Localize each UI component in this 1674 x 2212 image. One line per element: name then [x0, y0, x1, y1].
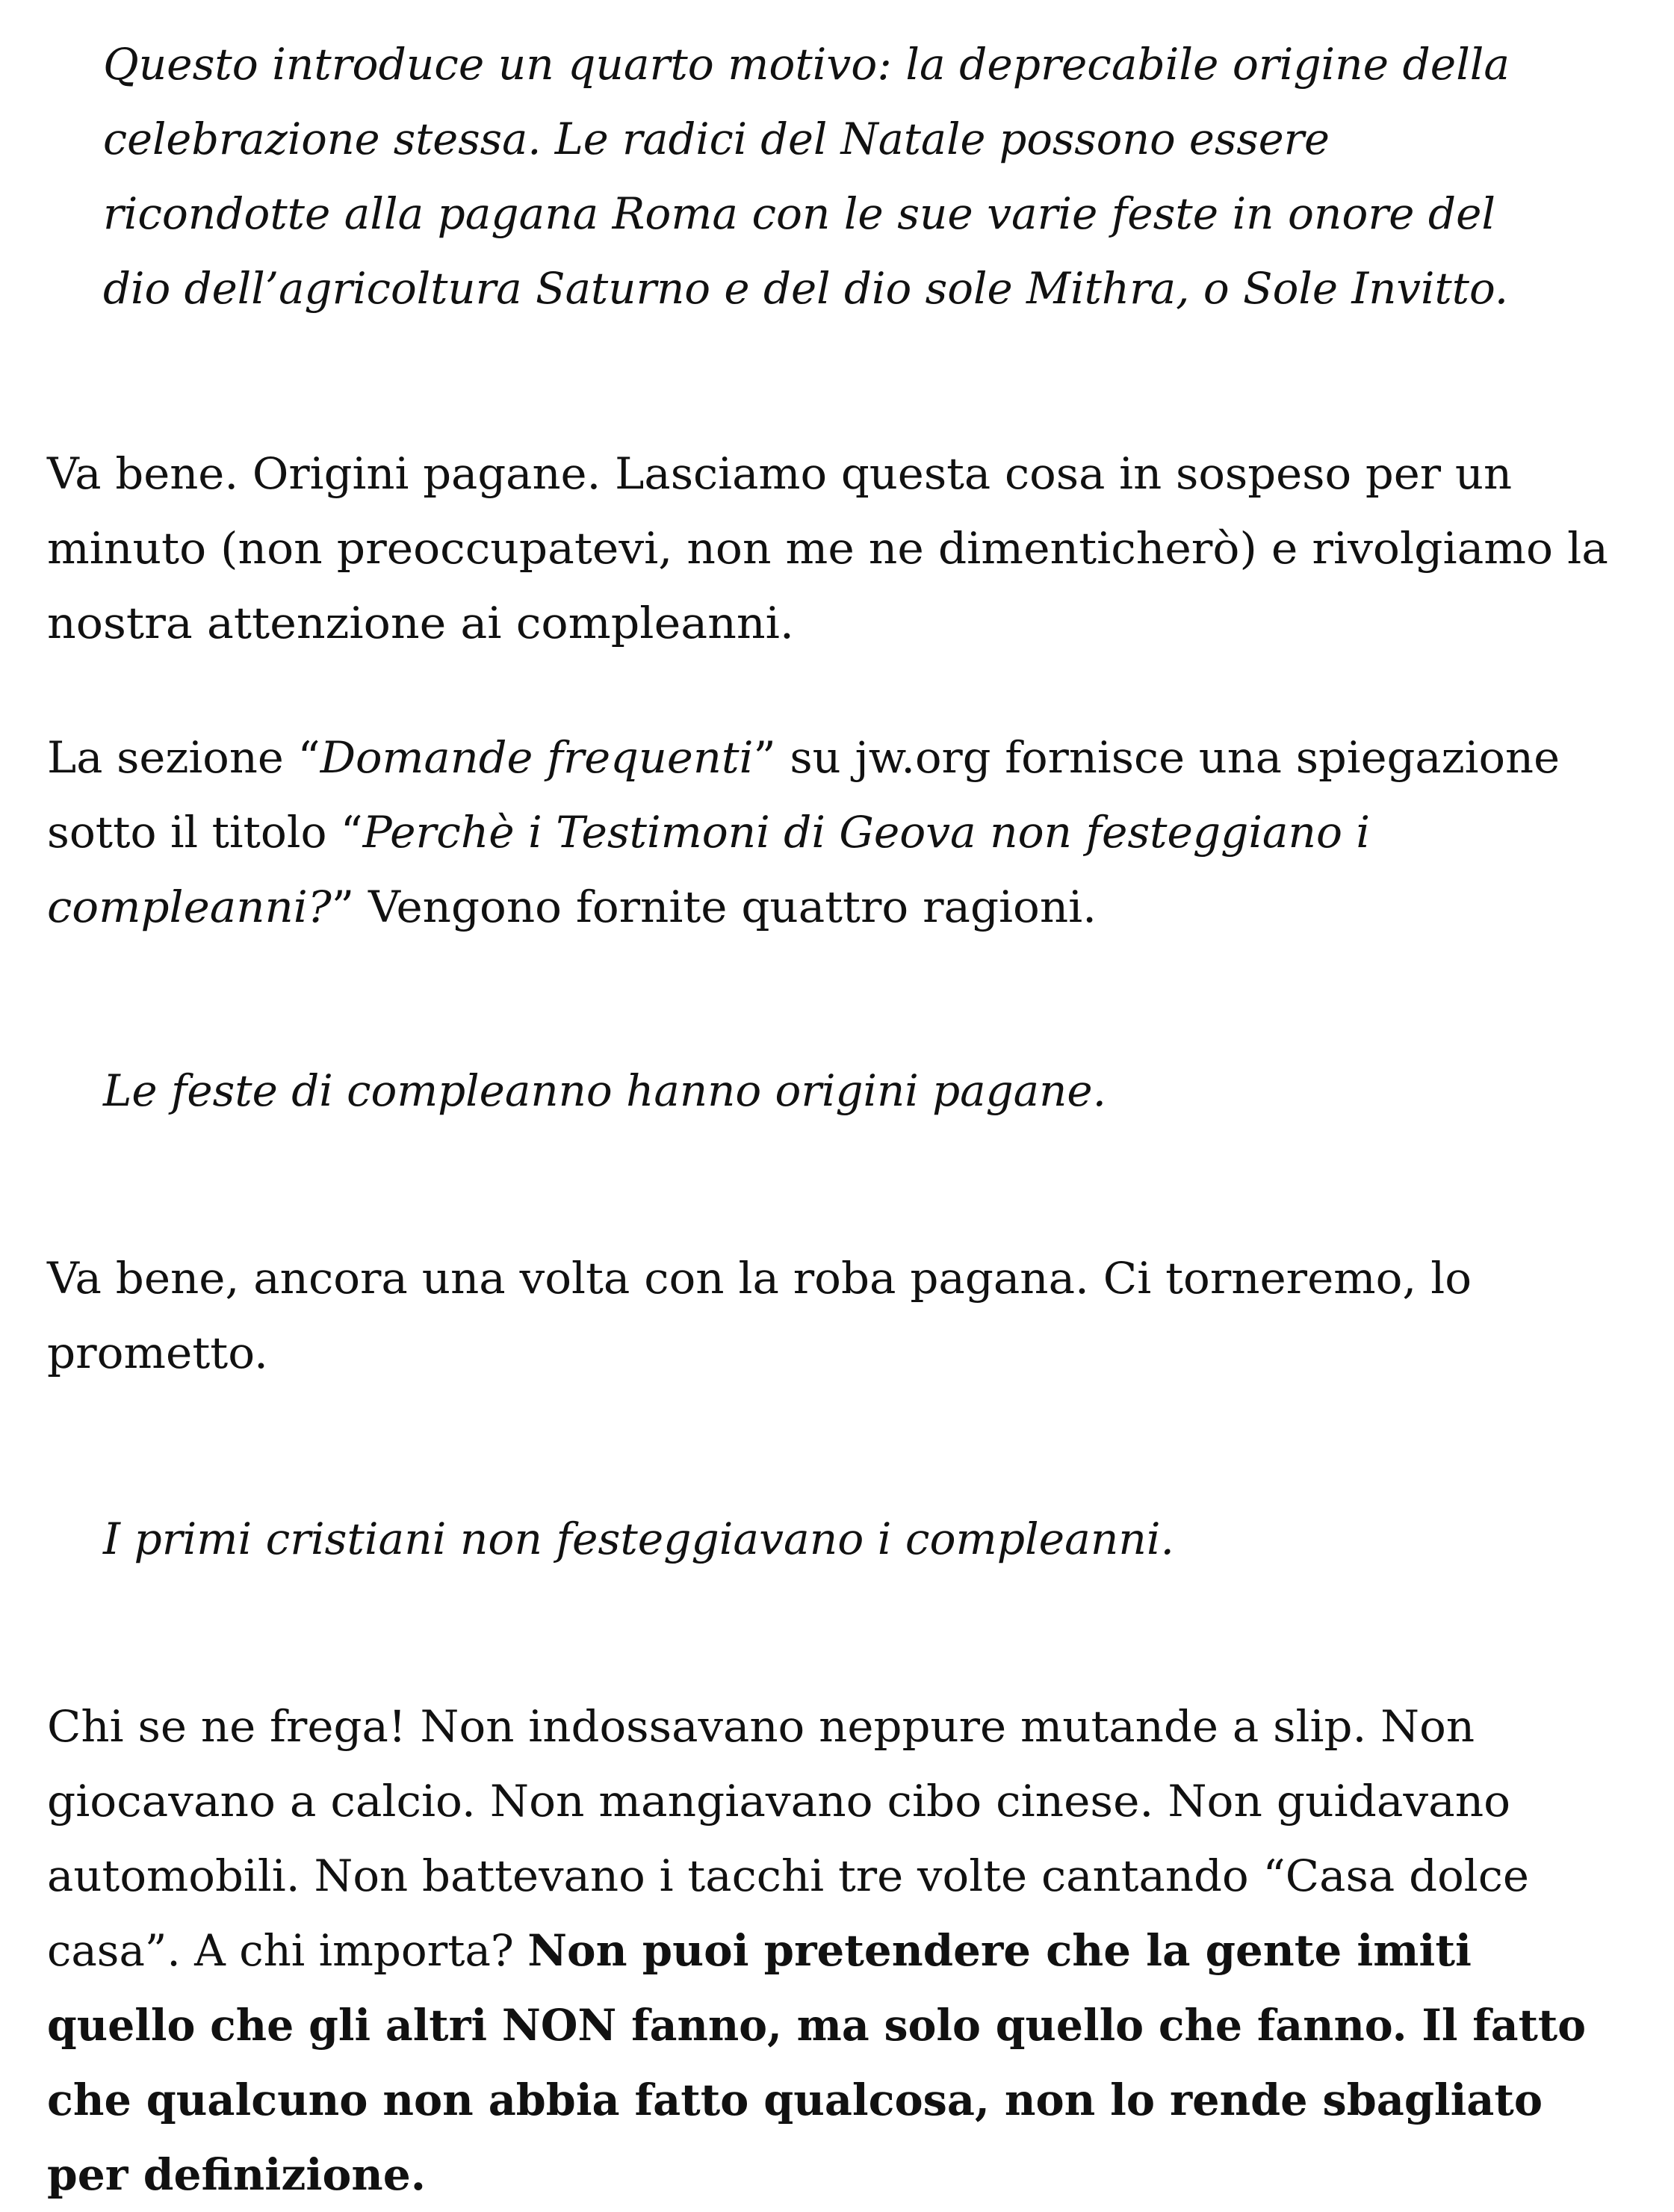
bold-text: per definizione.: [47, 2149, 427, 2200]
text-segment: Chi se ne frega! Non indossavano neppure mutande a slip. Non: [47, 1701, 1475, 1752]
text-line: [47, 586, 794, 660]
text-segment: I primi cristiani non festeggiavano i compleanni.: [103, 1514, 1174, 1564]
text-segment: dio dell’agricoltura Saturno e del dio sole Mithra, o Sole Invitto.: [103, 263, 1509, 314]
text-line: [47, 1764, 1510, 1838]
text-line: [47, 1913, 1472, 1988]
text-line: [47, 1241, 1472, 1316]
text-line: [103, 251, 1508, 326]
text-line: [47, 511, 1608, 586]
text-line: [103, 102, 1330, 176]
text-segment: minuto (non preoccupatevi, non me ne dimenticherò) e rivolgiamo la: [47, 523, 1608, 574]
text-segment: ricondotte alla pagana Roma con le sue varie feste in onore del: [103, 188, 1496, 239]
text-segment: celebrazione stessa. Le radici del Natale possono essere: [103, 114, 1330, 164]
text-segment: Va bene. Origini pagane. Lasciamo questa cosa in sospeso per un: [47, 448, 1513, 499]
text-line: [103, 27, 1510, 102]
text-segment: Va bene, ancora una volta con la roba pagana. Ci torneremo, lo: [47, 1253, 1472, 1304]
text-segment: nostra attenzione ai compleanni.: [47, 598, 795, 648]
text-line: [47, 870, 1097, 944]
text-segment: Le feste di compleanno hanno origini pagane.: [103, 1065, 1107, 1116]
text-line: [47, 1689, 1475, 1764]
italic-text: Perchè i Testimoni di Geova non festeggiano i: [362, 807, 1371, 858]
text-segment: prometto.: [47, 1327, 268, 1378]
text-segment: casa”. A chi importa?: [47, 1925, 528, 1976]
text-segment: ” Vengono fornite quattro ragioni.: [331, 882, 1097, 932]
text-line: [47, 1838, 1529, 1913]
text-segment: Questo introduce un quarto motivo: la deprecabile origine della: [103, 39, 1510, 90]
text-segment: La sezione “: [47, 732, 320, 783]
italic-text: Domande frequenti: [320, 732, 754, 783]
text-segment: ” su jw.org fornisce una spiegazione: [753, 732, 1560, 783]
italic-text: compleanni?: [47, 882, 332, 932]
text-line: [47, 795, 1370, 870]
text-segment: sotto il titolo “: [47, 807, 363, 858]
text-line: [47, 720, 1560, 795]
text-line: [47, 2063, 1543, 2137]
text-line: [47, 1988, 1586, 2063]
text-line: [103, 1053, 1106, 1128]
text-line: [47, 1316, 268, 1390]
text-line: [103, 1502, 1174, 1576]
text-line: [47, 436, 1512, 511]
bold-text: che qualcuno non abbia fatto qualcosa, non lo rende sbagliato: [47, 2075, 1543, 2125]
text-line: [103, 176, 1495, 251]
bold-text: quello che gli altri NON fanno, ma solo quello che fanno. Il fatto: [47, 2000, 1587, 2051]
bold-text: Non puoi pretendere che la gente imiti: [527, 1925, 1472, 1976]
text-segment: giocavano a calcio. Non mangiavano cibo cinese. Non guidavano: [47, 1776, 1511, 1827]
text-segment: automobili. Non battevano i tacchi tre volte cantando “Casa dolce: [47, 1850, 1530, 1901]
text-line: [47, 2137, 426, 2212]
